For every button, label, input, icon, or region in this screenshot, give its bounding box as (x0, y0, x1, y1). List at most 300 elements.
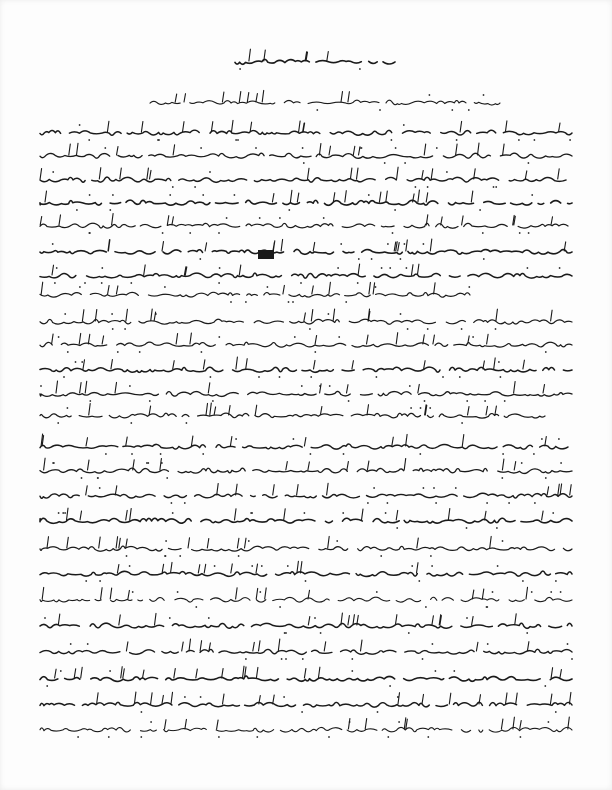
ink-stroke (149, 406, 151, 415)
ink-stroke (526, 587, 528, 599)
ink-stroke (204, 564, 206, 573)
ink-stroke (184, 94, 186, 102)
ink-dot (340, 243, 342, 245)
ink-dot (501, 477, 503, 479)
ink-stroke (506, 693, 508, 704)
ink-dot (147, 462, 149, 464)
text-line-23 (40, 676, 572, 681)
ink-dot (435, 502, 437, 504)
text-line-6 (40, 249, 572, 254)
ink-stroke (527, 642, 529, 651)
ink-dot (235, 438, 237, 440)
handwriting-ink (40, 49, 612, 738)
ink-stroke (483, 361, 485, 369)
ink-dot (508, 502, 510, 504)
heading-line-0 (235, 59, 395, 64)
ink-stroke (154, 312, 156, 321)
ink-dot (456, 139, 458, 141)
ink-dot (429, 407, 431, 409)
ink-dot (310, 453, 312, 455)
ink-stroke (502, 459, 504, 470)
ink-stroke (182, 642, 184, 651)
ink-stroke (69, 144, 71, 155)
ink-dot (528, 232, 530, 234)
ink-stroke (297, 561, 299, 573)
ink-stroke (89, 404, 91, 415)
ink-dot (404, 162, 406, 164)
ink-dot (226, 217, 228, 219)
ink-stroke (273, 695, 275, 704)
ink-dot (199, 258, 201, 260)
ink-stroke (141, 122, 143, 133)
ink-stroke (162, 695, 164, 704)
ink-stroke (417, 264, 419, 275)
ink-dot (320, 632, 322, 634)
ink-stroke (406, 240, 408, 251)
ink-stroke (151, 309, 153, 321)
ink-dot (552, 512, 554, 514)
ink-stroke (85, 381, 87, 393)
ink-dot (545, 477, 547, 479)
ink-stroke (247, 93, 249, 103)
ink-stroke (328, 536, 330, 548)
ink-dot (377, 711, 379, 713)
ink-stroke (237, 538, 239, 548)
ink-dot (283, 696, 285, 698)
ink-stroke (40, 217, 42, 226)
ink-dot (389, 267, 391, 269)
ink-dot (256, 736, 258, 738)
ink-dot (328, 313, 330, 315)
ink-stroke (397, 167, 399, 179)
ink-stroke (108, 286, 110, 295)
ink-stroke (245, 538, 247, 548)
ink-dot (162, 232, 164, 234)
text-line-9 (40, 319, 572, 324)
ink-dot (130, 422, 132, 424)
ink-stroke (284, 509, 286, 520)
ink-dot (371, 258, 373, 260)
ink-stroke (281, 239, 283, 251)
ink-dot (387, 736, 389, 738)
ink-dot (301, 711, 303, 713)
ink-dot (212, 400, 214, 402)
ink-dot (172, 512, 174, 514)
ink-stroke (379, 192, 381, 202)
ink-stroke (313, 242, 315, 251)
ink-dot (391, 139, 393, 141)
ink-dot (302, 147, 304, 149)
ink-stroke (107, 121, 109, 132)
ink-stroke (171, 692, 173, 704)
ink-dot (559, 267, 561, 269)
text-line-24 (40, 702, 572, 707)
ink-stroke (126, 539, 128, 548)
ink-dot (496, 527, 498, 529)
ink-dot (169, 617, 171, 619)
ink-dot (400, 258, 402, 260)
ink-dot (67, 407, 69, 409)
ink-dot (88, 139, 90, 141)
ink-dot (345, 301, 347, 303)
ink-dot (76, 209, 78, 211)
ink-stroke (249, 49, 251, 61)
ink-dot (451, 109, 453, 111)
ink-dot (58, 336, 60, 338)
text-line-25 (40, 727, 572, 732)
ink-dot (422, 658, 424, 660)
ink-stroke (99, 537, 101, 548)
ink-stroke (67, 508, 69, 520)
ink-dot (261, 565, 263, 567)
ink-dot (81, 477, 83, 479)
ink-dot (461, 328, 463, 330)
ink-dot (468, 286, 470, 288)
ink-dot (527, 267, 529, 269)
ink-stroke (147, 168, 149, 179)
ink-dot (394, 209, 396, 211)
ink-dot (359, 68, 361, 70)
ink-stroke (174, 669, 176, 679)
ink-stroke (59, 215, 61, 225)
ink-dot (129, 565, 131, 567)
ink-dot (550, 591, 552, 593)
ink-stroke (286, 462, 288, 470)
ink-stroke (559, 123, 561, 132)
ink-dot (548, 721, 550, 723)
ink-dot (214, 565, 216, 567)
ink-stroke (312, 286, 314, 294)
ink-stroke (80, 511, 82, 520)
ink-dot (468, 109, 470, 111)
ink-dot (398, 721, 400, 723)
ink-stroke (214, 407, 216, 415)
ink-dot (569, 139, 571, 141)
ink-stroke (175, 94, 177, 102)
ink-dot (60, 670, 62, 672)
ink-stroke (101, 588, 103, 599)
ink-stroke (283, 285, 285, 294)
ink-dot (235, 139, 237, 141)
ink-stroke (116, 537, 118, 548)
ink-dot (314, 617, 316, 619)
ink-stroke (304, 313, 306, 321)
ink-dot (81, 361, 83, 363)
text-line-18 (40, 546, 572, 551)
ink-stroke (74, 669, 76, 678)
ink-stroke (362, 509, 364, 520)
ink-dot (46, 685, 48, 687)
ink-stroke (495, 406, 497, 415)
ink-stroke (514, 382, 516, 393)
ink-dot (99, 487, 101, 489)
ink-dot (483, 258, 485, 260)
ink-stroke (361, 640, 363, 651)
ink-stroke (160, 459, 162, 471)
ink-dot (218, 736, 220, 738)
ink-dot (436, 147, 438, 149)
ink-stroke (88, 334, 90, 344)
ink-dot (379, 109, 381, 111)
ink-dot (319, 385, 321, 387)
ink-stroke (115, 486, 117, 495)
ink-dot (171, 502, 173, 504)
ink-stroke (191, 436, 193, 446)
ink-stroke (217, 720, 219, 729)
ink-dot (329, 385, 331, 387)
text-line-21 (40, 623, 572, 628)
ink-stroke (130, 509, 132, 521)
ink-stroke (348, 719, 350, 730)
ink-stroke (102, 336, 104, 344)
ink-stroke (319, 144, 321, 156)
ink-dot (328, 736, 330, 738)
ink-dot (309, 328, 311, 330)
ink-stroke (255, 405, 257, 415)
ink-dot (376, 376, 378, 378)
ink-stroke (515, 614, 517, 625)
ink-dot (208, 617, 210, 619)
ink-dot (112, 328, 114, 330)
ink-stroke (82, 310, 84, 321)
text-line-14 (40, 444, 568, 449)
ink-dot (351, 658, 353, 660)
ink-dot (495, 328, 497, 330)
ink-stroke (308, 168, 310, 179)
ink-dot (239, 68, 241, 70)
ink-dot (544, 685, 546, 687)
ink-dot (555, 711, 557, 713)
ink-dot (368, 194, 370, 196)
ink-stroke (505, 121, 507, 132)
ink-dot (40, 385, 42, 387)
ink-dot (531, 591, 533, 593)
ink-stroke (422, 694, 424, 704)
ink-dot (495, 186, 497, 188)
ink-dot (425, 606, 427, 608)
ink-dot (89, 232, 91, 234)
ink-dot (545, 351, 547, 353)
ink-stroke (86, 486, 88, 495)
ink-dot (498, 361, 500, 363)
ink-stroke (86, 438, 88, 446)
ink-stroke (404, 459, 406, 471)
ink-stroke (223, 694, 225, 704)
ink-dot (44, 617, 46, 619)
ink-stroke (44, 458, 46, 470)
ink-stroke (200, 641, 202, 651)
ink-stroke (551, 668, 553, 678)
ink-dot (423, 243, 425, 245)
ink-dot (77, 736, 79, 738)
ink-dot (160, 453, 162, 455)
ink-dot (411, 565, 413, 567)
ink-stroke (482, 589, 484, 599)
ink-stroke (239, 92, 241, 103)
ink-dot (351, 670, 353, 672)
ink-stroke (503, 144, 505, 155)
ink-stroke (434, 283, 436, 294)
ink-dot (305, 580, 307, 582)
ink-stroke (462, 216, 464, 225)
ink-stroke (357, 168, 359, 179)
ink-dot (109, 670, 111, 672)
text-line-11 (40, 367, 572, 372)
ink-stroke (222, 92, 224, 102)
ink-stroke (547, 487, 549, 495)
ink-stroke (472, 617, 474, 626)
ink-stroke (392, 437, 394, 446)
ink-dot (189, 232, 191, 234)
ink-stroke (365, 719, 367, 730)
ink-stroke (117, 565, 119, 574)
ink-stroke (490, 536, 492, 548)
ink-dot (300, 282, 302, 284)
ink-dot (387, 243, 389, 245)
ink-stroke (494, 358, 496, 369)
ink-dot (541, 438, 543, 440)
ink-dot (497, 565, 499, 567)
ink-stroke (243, 666, 245, 678)
ink-stroke (462, 435, 464, 446)
text-line-3 (40, 177, 566, 182)
ink-dot (258, 376, 260, 378)
ink-dot (186, 422, 188, 424)
text-line-4 (40, 200, 572, 205)
ink-stroke (348, 616, 350, 625)
text-line-2 (40, 153, 572, 158)
ink-stroke (128, 590, 129, 599)
ink-dot (219, 267, 221, 269)
ink-dot (396, 527, 398, 529)
ink-dot (424, 400, 426, 402)
ink-dot (461, 422, 463, 424)
ink-dot (58, 512, 60, 514)
ink-dot (304, 512, 306, 514)
ink-stroke (41, 282, 43, 294)
ink-stroke (207, 539, 209, 549)
ink-dot (310, 376, 312, 378)
ink-stroke (304, 438, 306, 447)
ink-stroke (256, 588, 258, 599)
ink-stroke (398, 693, 400, 704)
ink-dot (418, 580, 420, 582)
ink-stroke (58, 614, 60, 625)
ink-stroke (229, 406, 231, 416)
ink-dot (486, 502, 488, 504)
ink-dot (466, 617, 468, 619)
ink-stroke (350, 168, 352, 179)
ink-stroke (456, 144, 458, 155)
ink-stroke (173, 361, 175, 369)
ink-stroke (551, 310, 553, 321)
ink-stroke (476, 642, 478, 651)
ink-dot (53, 462, 55, 464)
ink-dot (504, 400, 506, 402)
ink-stroke (297, 193, 299, 202)
ink-stroke (525, 171, 527, 179)
ink-dot (395, 147, 397, 149)
ink-stroke (449, 693, 451, 704)
ink-stroke (45, 191, 47, 202)
ink-stroke (329, 146, 331, 155)
text-line-5 (40, 223, 568, 228)
ink-dot (166, 477, 168, 479)
ink-stroke (314, 360, 316, 369)
ink-stroke (347, 462, 349, 471)
ink-dot (429, 94, 431, 96)
ink-dot (158, 139, 160, 141)
ink-dot (117, 351, 119, 353)
ink-dot (472, 336, 474, 338)
ink-dot (427, 328, 429, 330)
ink-dot (140, 736, 142, 738)
ink-dot (209, 171, 211, 173)
ink-stroke (143, 670, 145, 678)
ink-stroke (558, 484, 560, 495)
ink-stroke (121, 667, 123, 678)
ink-stroke (203, 360, 205, 369)
ink-dot (427, 186, 429, 188)
ink-stroke (126, 642, 128, 651)
ink-dot (500, 376, 502, 378)
ink-stroke (120, 168, 122, 179)
ink-stroke (417, 563, 419, 573)
ink-dot (129, 385, 131, 387)
ink-dot (62, 512, 64, 514)
ink-stroke (308, 617, 310, 625)
ink-dot (385, 512, 387, 514)
ink-stroke (315, 336, 317, 345)
ink-stroke (171, 562, 173, 573)
ink-dot (534, 139, 536, 141)
ink-dot (431, 565, 433, 567)
text-line-7 (40, 273, 572, 278)
ink-stroke (189, 639, 191, 651)
ink-stroke (97, 693, 99, 704)
ink-dot (126, 555, 128, 557)
text-line-8 (40, 292, 470, 297)
ink-stroke (205, 243, 207, 251)
ink-stroke (83, 360, 85, 369)
ink-dot (534, 502, 536, 504)
ink-stroke (558, 169, 560, 179)
ink-dot (218, 282, 220, 284)
ink-dot (493, 186, 495, 188)
ink-stroke (79, 333, 81, 344)
ink-dot (484, 400, 486, 402)
ink-dot (101, 267, 103, 269)
ink-dot (57, 422, 59, 424)
ink-stroke (367, 461, 369, 470)
text-line-19 (40, 571, 572, 576)
ink-stroke (150, 170, 152, 179)
ink-stroke (290, 190, 292, 202)
ink-dot (63, 376, 65, 378)
ink-stroke (514, 462, 516, 470)
ink-stroke (560, 670, 562, 678)
ink-stroke (545, 437, 547, 446)
text-line-13 (40, 413, 545, 418)
ink-dot (141, 711, 143, 713)
ink-stroke (126, 510, 128, 520)
ink-dot (52, 243, 54, 245)
ink-stroke (471, 191, 473, 202)
ink-dot (338, 336, 340, 338)
ink-dot (486, 606, 488, 608)
ink-stroke (496, 309, 498, 321)
ink-dot (194, 186, 196, 188)
